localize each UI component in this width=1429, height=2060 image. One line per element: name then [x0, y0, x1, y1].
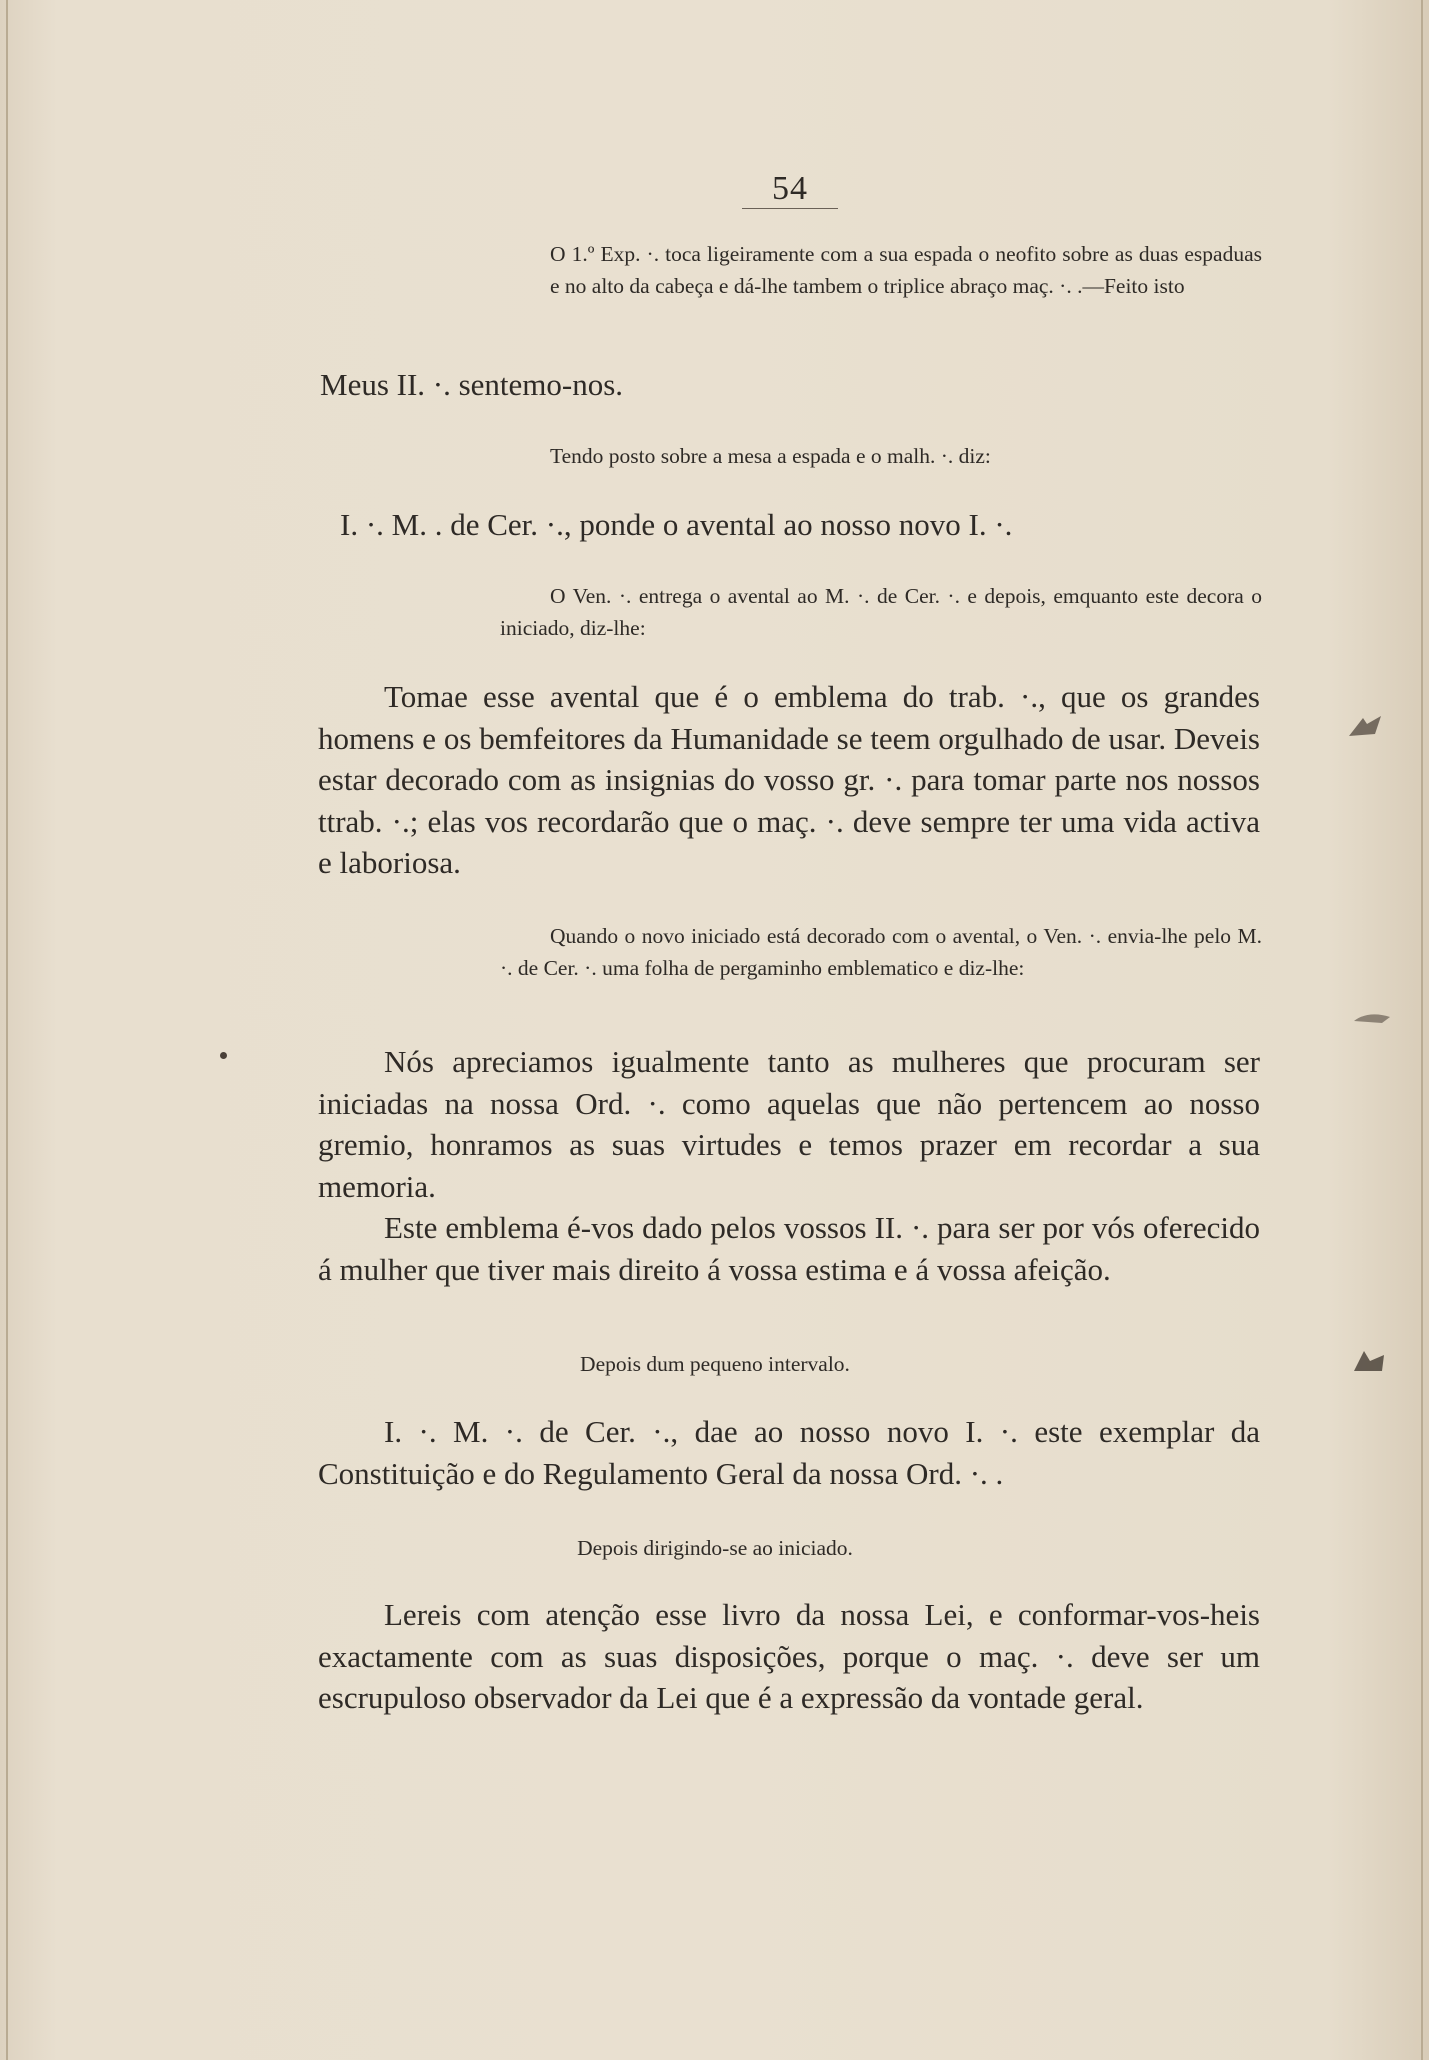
paragraph-speech-sit-down: Meus II. ·. sentemo-nos. [320, 367, 624, 402]
margin-tab-mark [1350, 1345, 1390, 1375]
paragraph-stage-direction-6: Depois dirigindo-se ao iniciado. [577, 1536, 853, 1560]
paragraph-stage-direction-2: Tendo posto sobre a mesa a espada e o malh. ·. diz: [550, 444, 991, 468]
paragraph-speech-emblem: Tomae esse avental que é o emblema do trab. ·., que os grandes homens e os bemfeitores da Humanidade se teem orgulhado de usar. Deveis estar decorado com as insignias do vosso gr. ·. para tomar parte nos nossos ttrab. ·.; elas vos recordarão que o maç. ·. deve sempre ter uma vida activa e laboriosa. [318, 679, 1260, 880]
paragraph-speech-gift: Este emblema é-vos dado pelos vossos II. ·. para ser por vós oferecido á mulher que tiver mais direito á vossa estima e á vossa afeição. [318, 1210, 1260, 1287]
paragraph-speech-constitution: I. ·. M. ·. de Cer. ·., dae ao nosso novo I. ·. este exemplar da Constituição e do Regulamento Geral da nossa Ord. ·. . [318, 1414, 1260, 1491]
paragraph-speech-apron: I. ·. M. . de Cer. ·., ponde o avental ao nosso novo I. ·. [340, 507, 1013, 542]
ink-speck [220, 1052, 227, 1059]
margin-tab-mark [1345, 710, 1385, 740]
page-right-edge [1421, 0, 1423, 2060]
margin-tab-mark [1352, 1003, 1392, 1033]
paragraph-stage-direction-3: O Ven. ·. entrega o avental ao M. ·. de Cer. ·. e depois, emquanto este decora o iniciado, diz-lhe: [500, 584, 1262, 640]
paragraph-speech-law: Lereis com atenção esse livro da nossa Lei, e conformar-vos-heis exactamente com as suas disposições, porque o maç. ·. deve ser um escrupuloso observador da Lei que é a expressão da vontade geral. [318, 1597, 1260, 1715]
paragraph-stage-direction-5: Depois dum pequeno intervalo. [580, 1352, 850, 1376]
paragraph-stage-direction-1: O 1.º Exp. ·. toca ligeiramente com a sua espada o neofito sobre as duas espaduas e no alto da cabeça e dá-lhe tambem o triplice abraço maç. ·. .—Feito isto [550, 242, 1262, 298]
page-number-rule [742, 208, 838, 209]
paragraph-stage-direction-4: Quando o novo iniciado está decorado com o avental, o Ven. ·. envia-lhe pelo M. ·. de Cer. ·. uma folha de pergaminho emblematico e diz-lhe: [500, 924, 1262, 980]
page-left-edge [6, 0, 8, 2060]
page-number: 54 [772, 170, 808, 207]
paragraph-speech-women: Nós apreciamos igualmente tanto as mulheres que procuram ser iniciadas na nossa Ord. ·. como aquelas que não pertencem ao nosso gremio, honramos as suas virtudes e temos prazer em recordar a sua memoria. [318, 1044, 1260, 1204]
